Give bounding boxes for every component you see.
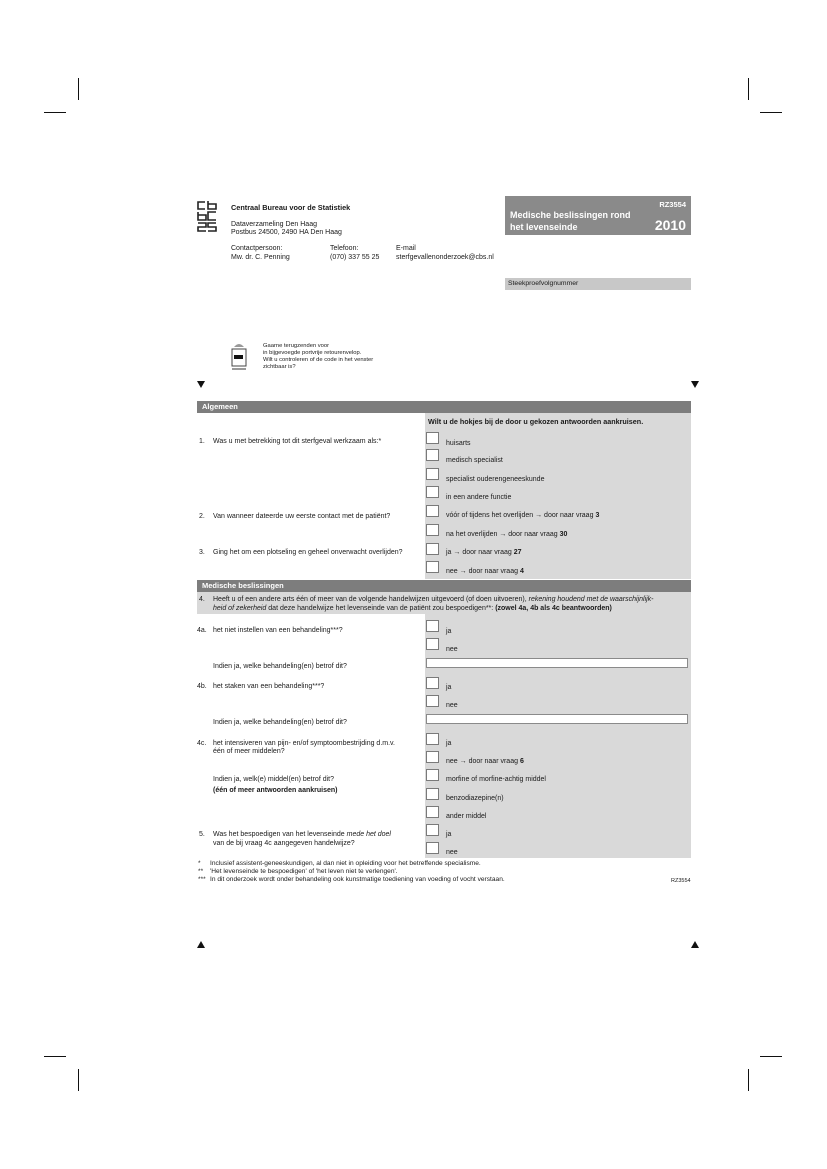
q4a-followup-input[interactable] (426, 658, 688, 668)
q1-option-checkbox[interactable] (426, 468, 439, 480)
q2-option-checkbox[interactable] (426, 524, 439, 536)
form-title-line1: Medische beslissingen rond (510, 210, 631, 220)
q4-text-line2: heid of zekerheid dat deze handelwijze het levenseinde van de patiënt zou bespoedigen**: (zowel 4a, 4b als 4c beantwoorden) (213, 605, 612, 612)
q1-text: Was u met betrekking tot dit sterfgeval werkzaam als:* (213, 438, 382, 445)
q4c-yes-checkbox[interactable] (426, 733, 439, 745)
org-name: Centraal Bureau voor de Statistiek (231, 203, 351, 212)
q1-option-label: specialist ouderengeneeskunde (446, 476, 545, 483)
footnote-mark: ** (198, 868, 204, 875)
q4c-text-line1: het intensiveren van pijn- en/of symptoombestrijding d.m.v. (213, 740, 395, 747)
q1-option-label: huisarts (446, 440, 471, 447)
q2-option-checkbox[interactable] (426, 505, 439, 517)
q5-yes-checkbox[interactable] (426, 824, 439, 836)
footer-form-code: RZ3554 (671, 878, 691, 884)
email-label: E-mail (396, 245, 416, 252)
q4b-no-checkbox[interactable] (426, 695, 439, 707)
sample-number-field[interactable] (505, 278, 691, 290)
q4c-text-line2: één of meer middelen? (213, 748, 285, 755)
q3-option-checkbox[interactable] (426, 561, 439, 573)
q5-yes-label: ja (446, 831, 452, 838)
crop-mark (760, 112, 782, 113)
q5-text-line2: van de bij vraag 4c aangegeven handelwijze? (213, 840, 355, 847)
q3-option-label: ja → door naar vraag 27 (446, 549, 522, 556)
cbs-logo-icon (196, 200, 218, 232)
q3-number: 3. (199, 549, 205, 556)
crop-mark (78, 78, 79, 100)
footnote-text: Inclusief assistent-geneeskundigen, al dan niet in opleiding voor het betreffende specialisme. (210, 860, 481, 867)
phone-number: (070) 337 55 25 (330, 254, 380, 261)
return-note-line1: Gaarne terugzenden voor (263, 343, 330, 349)
q3-option-checkbox[interactable] (426, 543, 439, 555)
q3-option-label: nee → door naar vraag 4 (446, 568, 524, 575)
q4a-number: 4a. (197, 627, 207, 634)
org-address: Postbus 24500, 2490 HA Den Haag (231, 229, 342, 236)
q4b-yes-label: ja (446, 684, 452, 691)
crop-mark (760, 1056, 782, 1057)
crop-mark (44, 112, 66, 113)
q4c-number: 4c. (197, 740, 207, 747)
section-medical-header: Medische beslissingen (197, 580, 691, 592)
fold-marker-icon (197, 941, 205, 948)
instruction-text: Wilt u de hokjes bij de door u gekozen antwoorden aankruisen. (428, 417, 644, 426)
crop-mark (748, 78, 749, 100)
q5-text-line1: Was het bespoedigen van het levenseinde mede het doel (213, 831, 391, 838)
q4a-yes-label: ja (446, 628, 452, 635)
q4b-text: het staken van een behandeling***? (213, 683, 325, 690)
q2-text: Van wanneer dateerde uw eerste contact met de patiënt? (213, 513, 391, 520)
q1-number: 1. (199, 438, 205, 445)
q4a-yes-checkbox[interactable] (426, 620, 439, 632)
q3-text: Ging het om een plotseling en geheel onverwacht overlijden? (213, 549, 403, 556)
q2-option-label: vóór of tijdens het overlijden → door naar vraag 3 (446, 512, 600, 519)
contact-label: Contactpersoon: (231, 245, 283, 252)
q5-no-checkbox[interactable] (426, 842, 439, 854)
q4c-option-label: morfine of morfine-achtig middel (446, 776, 546, 783)
q4c-no-label: nee → door naar vraag 6 (446, 758, 524, 765)
q4c-option-checkbox[interactable] (426, 806, 439, 818)
q1-option-label: in een andere functie (446, 494, 512, 501)
q2-option-label: na het overlijden → door naar vraag 30 (446, 531, 568, 538)
section-general-header: Algemeen (197, 401, 691, 413)
form-code: RZ3554 (659, 200, 686, 209)
q4a-followup-label: Indien ja, welke behandeling(en) betrof dit? (213, 663, 347, 670)
contact-name: Mw. dr. C. Penning (231, 254, 290, 261)
q4a-text: het niet instellen van een behandeling***? (213, 627, 343, 634)
q2-number: 2. (199, 513, 205, 520)
q5-no-label: nee (446, 849, 458, 856)
crop-mark (44, 1056, 66, 1057)
footnote-mark: *** (198, 876, 206, 883)
q4c-option-label: ander middel (446, 813, 487, 820)
q4c-no-checkbox[interactable] (426, 751, 439, 763)
form-title-box (505, 196, 691, 235)
q4b-followup-label: Indien ja, welke behandeling(en) betrof dit? (213, 719, 347, 726)
q4-number: 4. (199, 596, 205, 603)
envelope-icon (230, 340, 248, 372)
q4c-option-checkbox[interactable] (426, 769, 439, 781)
return-note-line4: zichtbaar is? (263, 364, 296, 370)
q1-option-label: medisch specialist (446, 457, 503, 464)
q4b-no-label: nee (446, 702, 458, 709)
email-address: sterfgevallenonderzoek@cbs.nl (396, 254, 494, 261)
phone-label: Telefoon: (330, 245, 359, 252)
q4b-number: 4b. (197, 683, 207, 690)
form-title-line2: het levenseinde (510, 222, 578, 232)
return-note-line3: Wilt u controleren of de code in het venster (263, 357, 374, 363)
answer-panel-medical (425, 614, 691, 858)
fold-marker-icon (691, 941, 699, 948)
q4a-no-checkbox[interactable] (426, 638, 439, 650)
q4c-option-label: benzodiazepine(n) (446, 795, 504, 802)
crop-mark (78, 1069, 79, 1091)
q4c-option-checkbox[interactable] (426, 788, 439, 800)
q4b-followup-input[interactable] (426, 714, 688, 724)
q1-option-checkbox[interactable] (426, 432, 439, 444)
sample-number-label: Steekproefvolgnummer (508, 280, 579, 287)
q4a-no-label: nee (446, 646, 458, 653)
footnote-text: 'Het levenseinde te bespoedigen' of 'het leven niet te verlengen'. (210, 868, 398, 875)
q4c-followup-note: (één of meer antwoorden aankruisen) (213, 787, 338, 794)
form-year: 2010 (654, 217, 686, 233)
q5-number: 5. (199, 831, 205, 838)
q4b-yes-checkbox[interactable] (426, 677, 439, 689)
q1-option-checkbox[interactable] (426, 449, 439, 461)
return-note-line2: in bijgevoegde portvrije retourenvelop. (263, 350, 362, 356)
fold-marker-icon (691, 381, 699, 388)
q4-text-line1: Heeft u of een andere arts één of meer van de volgende handelwijzen uitgevoerd (of doen uitvoeren), rekening houdend met de waarschijnlijk- (213, 596, 654, 603)
crop-mark (748, 1069, 749, 1091)
q1-option-checkbox[interactable] (426, 486, 439, 498)
footnote-mark: * (198, 860, 201, 867)
fold-marker-icon (197, 381, 205, 388)
q4c-yes-label: ja (446, 740, 452, 747)
q4c-followup-label: Indien ja, welk(e) middel(en) betrof dit? (213, 776, 335, 783)
org-department: Dataverzameling Den Haag (231, 221, 317, 228)
footnote-text: In dit onderzoek wordt onder behandeling ook kunstmatige toediening van voeding of vocht verstaan. (210, 876, 505, 883)
